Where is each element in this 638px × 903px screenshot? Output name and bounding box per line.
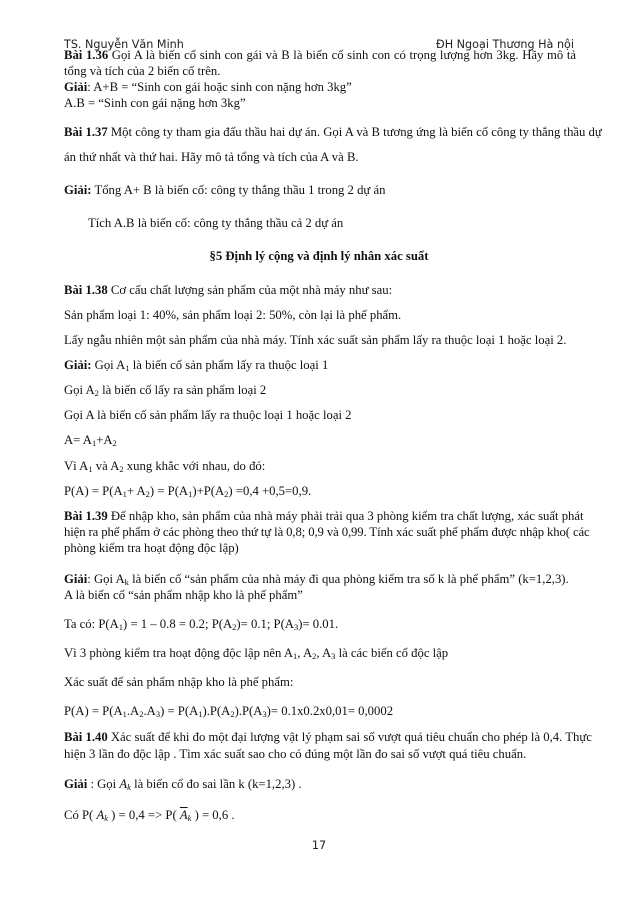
b139-solution-5: Xác suất để sản phẩm nhập kho là phế phẩm:	[64, 675, 294, 689]
complement-event-symbol: $\overline{A}$	[179, 808, 188, 822]
b139-line-3: phòng kiểm tra hoạt động độc lập)	[64, 541, 239, 555]
b139-label: Bài 1.39	[64, 509, 108, 523]
header-institution: ĐH Ngoại Thương Hà nội	[436, 38, 574, 51]
event-symbol: A	[119, 777, 128, 791]
b138-solution-3: Gọi A là biến cố sản phẩm lấy ra thuộc loại 1 hoặc loại 2	[64, 408, 352, 422]
b137-line-2: án thứ nhất và thứ hai. Hãy mô tả tổng và tích của A và B.	[64, 150, 359, 164]
b136-solution-2: A.B = “Sinh con gái nặng hơn 3kg”	[64, 96, 246, 110]
b138-line-3: Lấy ngẫu nhiên một sản phẩm của nhà máy. Tính xác suất sản phẩm lấy ra thuộc loại 1 hoặc loại 2.	[64, 333, 567, 347]
header-author: TS. Nguyễn Văn Minh	[64, 38, 184, 51]
b137-label: Bài 1.37	[64, 125, 108, 139]
b138-solution-2: Gọi $A_2$ là biến cố lấy ra sản phẩm loại 2	[64, 383, 267, 398]
b136-line-1: Bài 1.36 Gọi A là biến cố sinh con gái và B là biến cố sinh con có trọng lượng hơn 3kg. Hãy mô tả	[64, 48, 576, 62]
b140-label: Bài 1.40	[64, 730, 108, 744]
b138-solution-5: Vì $A_1$ và $A_2$ xung khắc với nhau, do đó:	[64, 459, 266, 474]
b140-line-2: hiện 3 lần đo độc lập . Tìm xác suất sao cho có đúng một lần đo sai số vượt quá tiêu chuẩn.	[64, 747, 527, 761]
b136-label: Bài 1.36	[64, 48, 109, 62]
b139-solution-1: Giải: Gọi $A_k$ là biến cố “sản phẩm của nhà máy đi qua phòng kiểm tra số k là phế phẩm” (k=1,2,3).	[64, 572, 569, 587]
b138-line-2: Sản phẩm loại 1: 40%, sản phẩm loại 2: 50%, còn lại là phế phẩm.	[64, 308, 402, 322]
event-symbol: A	[96, 808, 105, 822]
b137-solution-1: Giải: Tổng A+ B là biến cố: công ty thắng thầu 1 trong 2 dự án	[64, 183, 386, 197]
b140-solution-1: Giải : Gọi $A_k$ là biến cố đo sai lần k (k=1,2,3) .	[64, 777, 302, 792]
b137-solution-2: Tích A.B là biến cố: công ty thắng thầu cả 2 dự án	[88, 216, 344, 230]
b140-solution-2: Có P( $A_k$ ) = 0,4 => P( $\overline{A}_k$ ) = 0,6 .	[64, 808, 235, 823]
b139-line-1: Bài 1.39 Để nhập kho, sản phẩm của nhà máy phải trải qua 3 phòng kiểm tra chất lượng, xác suất phát	[64, 509, 584, 523]
b139-solution-2: A là biến cố “sản phẩm nhập kho là phế phẩm”	[64, 588, 303, 602]
b137-line-1: Bài 1.37 Một công ty tham gia đấu thầu hai dự án. Gọi A và B tương ứng là biến cố công ty thắng thầu dự	[64, 125, 602, 139]
page-number: 17	[311, 839, 327, 852]
b139-line-2: hiện ra phế phẩm ở các phòng theo thứ tự là 0,8; 0,9 và 0,99. Tính xác suất phế phẩm được nhập kho( các	[64, 525, 590, 539]
b139-solution-3: Ta có: $P(A_1) = 1 - 0.8 = 0.2$; $P(A_2)= 0.1$; $P(A_3)= 0.01$.	[64, 617, 339, 632]
b138-solution-4: $A= A_1+A_2$	[64, 433, 117, 448]
b139-solution-4: Vì 3 phòng kiểm tra hoạt động độc lập nên $A_1$, $A_2$, $A_3$ là các biến cố độc lập	[64, 646, 449, 661]
b136-solution-1: Giải: A+B = “Sinh con gái hoặc sinh con nặng hơn 3kg”	[64, 80, 352, 94]
b140-line-1: Bài 1.40 Xác suất để khi đo một đại lượng vật lý phạm sai số vượt quá tiêu chuẩn cho phép là 0,4. Thực	[64, 730, 592, 744]
b138-line-1: Bài 1.38 Cơ cấu chất lượng sản phẩm của một nhà máy như sau:	[64, 283, 393, 297]
section-title: §5 Định lý cộng và định lý nhân xác suất	[209, 249, 429, 263]
b138-label: Bài 1.38	[64, 283, 108, 297]
b139-solution-6: $P(A) = P(A_1.A_2.A_3) = P(A_1).P(A_2).P(A_3)= 0.1x0.2x0,01= 0,0002$	[64, 704, 394, 719]
b138-solution-1: Giải: Gọi $A_1$ là biến cố sản phẩm lấy ra thuộc loại 1	[64, 358, 329, 373]
b138-solution-6: $P(A) = P(A_1+ A_2) = P(A_1)+P(A_2) =0,4 +0,5=0,9$.	[64, 484, 312, 499]
b136-line-2: tổng và tích của 2 biến cố trên.	[64, 64, 221, 78]
